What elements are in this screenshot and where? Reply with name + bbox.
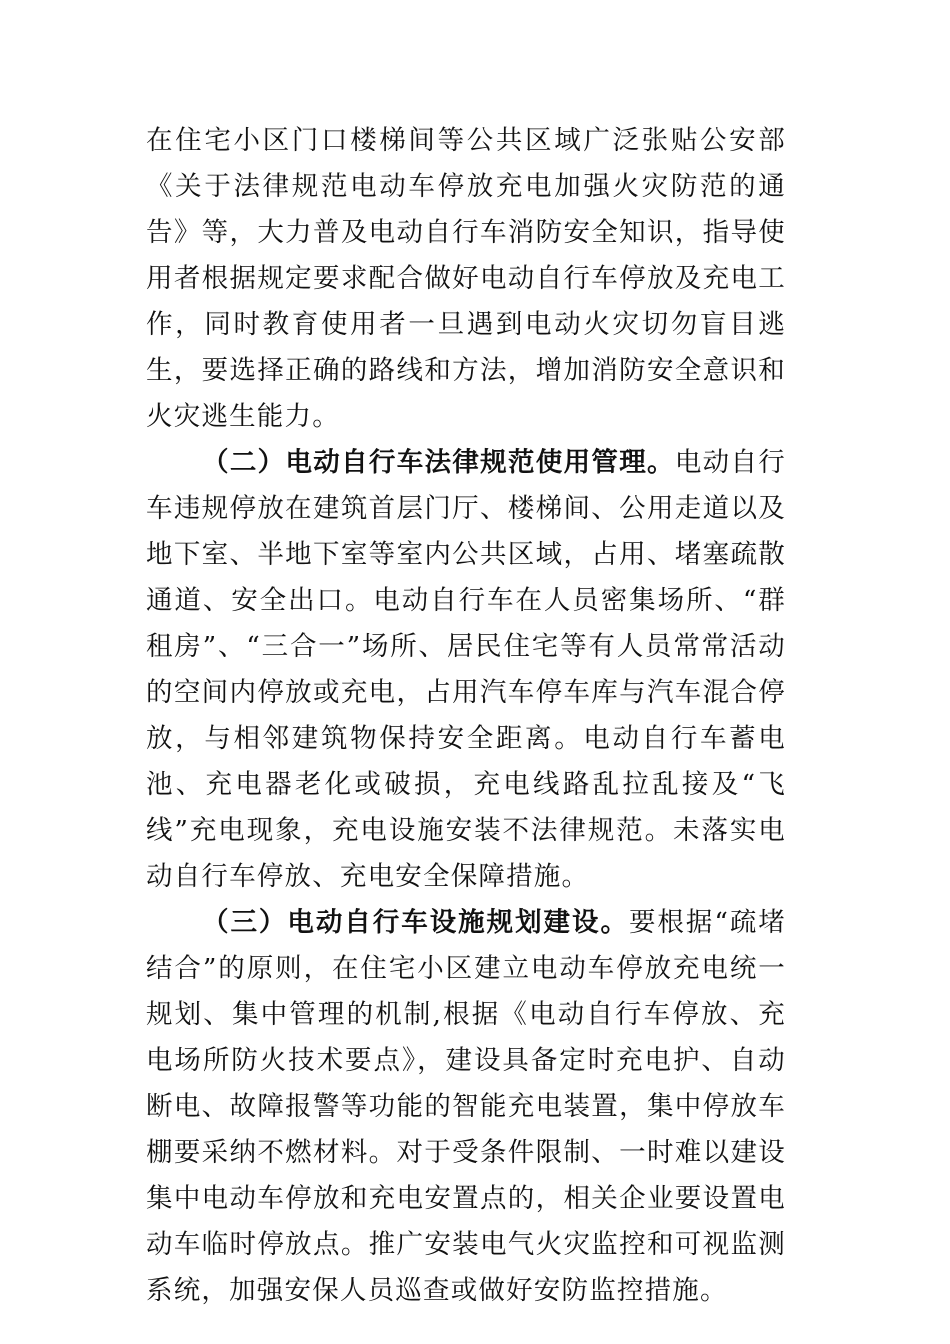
paragraph-3 [146, 900, 786, 1314]
paragraph-3-heading: （三）电动自行车设施规划建设。 [202, 907, 629, 938]
paragraph-2 [146, 440, 786, 900]
paragraph-2-heading: （二）电动自行车法律规范使用管理。 [202, 447, 675, 478]
paragraph-1 [146, 118, 786, 440]
paragraph-1-body: 在住宅小区门口楼梯间等公共区域广泛张贴公安部《关于法律规范电动车停放充电加强火灾防范的通告》等，大力普及电动自行车消防安全知识，指导使用者根据规定要求配合做好电动自行车停放及充电工作，同时教育使用者一旦遇到电动火灾切勿盲目逃生，要选择正确的路线和方法，增加消防安全意识和火灾逃生能力。 [146, 125, 786, 432]
paragraph-2-body: 电动自行车违规停放在建筑首层门厅、楼梯间、公用走道以及地下室、半地下室等室内公共区域，占用、堵塞疏散通道、安全出口。电动自行车在人员密集场所、“群租房”、“三合一”场所、居民住宅等有人员常常活动的空间内停放或充电，占用汽车停车库与汽车混合停放，与相邻建筑物保持安全距离。电动自行车蓄电池、充电器老化或破损，充电线路乱拉乱接及“飞线”充电现象，充电设施安装不法律规范。未落实电动自行车停放、充电安全保障措施。 [146, 447, 786, 892]
paragraph-3-body: 要根据“疏堵结合”的原则，在住宅小区建立电动车停放充电统一规划、集中管理的机制,根据《电动自行车停放、充电场所防火技术要点》，建设具备定时充电护、自动断电、故障报警等功能的智能充电装置，集中停放车棚要采纳不燃材料。对于受条件限制、一时难以建设集中电动车停放和充电安置点的，相关企业要设置电动车临时停放点。推广安装电气火灾监控和可视监测系统，加强安保人员巡查或做好安防监控措施。 [146, 907, 786, 1306]
document-body [146, 118, 786, 1314]
